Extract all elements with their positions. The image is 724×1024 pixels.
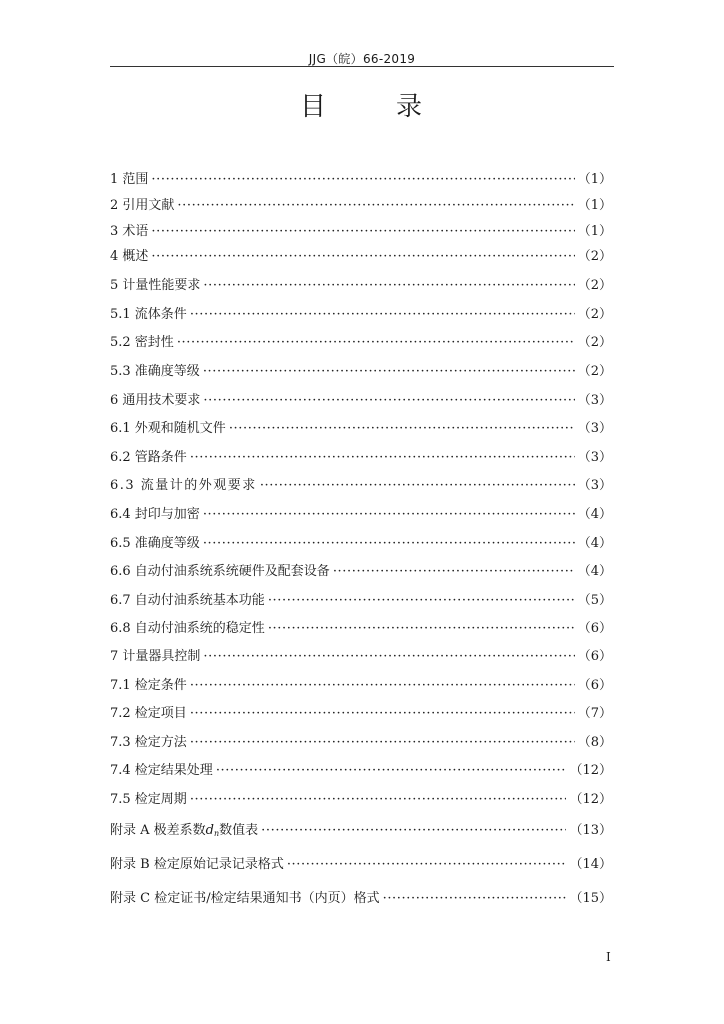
toc-entry[interactable] — [110, 476, 612, 496]
toc-leader-dots — [268, 591, 575, 611]
toc-entry[interactable] — [110, 276, 612, 296]
toc-leader-dots — [190, 790, 567, 810]
toc-leader-dots — [203, 505, 575, 525]
toc-entry[interactable] — [110, 196, 612, 216]
toc-entry[interactable] — [110, 591, 612, 611]
toc-entry-label: 6.8 自动付油系统的稳定性 — [110, 621, 265, 636]
toc-entry-label: 7.3 检定方法 — [110, 735, 187, 750]
toc-entry-label: 5.2 密封性 — [110, 335, 174, 350]
toc-entry-page: （7） — [577, 706, 612, 721]
page-number: I — [606, 950, 611, 964]
title-char-2: 录 — [396, 92, 423, 122]
toc-leader-dots — [190, 448, 575, 468]
toc-leader-dots — [203, 391, 574, 411]
toc-entry[interactable] — [110, 170, 612, 190]
toc-entry-label: 7.5 检定周期 — [110, 792, 187, 807]
toc-leader-dots — [151, 222, 574, 242]
toc-entry-page: （15） — [569, 891, 612, 906]
toc-leader-dots — [177, 333, 575, 353]
toc-leader-dots — [261, 821, 566, 841]
toc-leader-dots — [260, 476, 575, 496]
toc-entry[interactable] — [110, 448, 612, 468]
toc-entry[interactable] — [110, 419, 612, 439]
toc-entry-page: （3） — [577, 450, 612, 465]
toc-entry-page: （12） — [569, 792, 612, 807]
toc-entry[interactable] — [110, 855, 612, 875]
toc-leader-dots — [216, 761, 567, 781]
toc-entry-label: 7.2 检定项目 — [110, 706, 187, 721]
toc-entry-page: （6） — [577, 678, 612, 693]
toc-entry-label: 7.1 检定条件 — [110, 678, 187, 693]
toc-entry-label: 6.7 自动付油系统基本功能 — [110, 593, 265, 608]
toc-entry-label: 附录 B 检定原始记录记录格式 — [110, 857, 284, 872]
toc-entry-label: 附录 C 检定证书/检定结果通知书（内页）格式 — [110, 891, 380, 906]
toc-entry-label: 4 概述 — [110, 249, 149, 264]
page-title — [110, 91, 614, 123]
toc-entry-page: （1） — [577, 172, 612, 187]
toc-entry[interactable] — [110, 534, 612, 554]
toc-leader-dots — [203, 647, 574, 667]
toc-entry[interactable] — [110, 619, 612, 639]
toc-entry-page: （8） — [577, 735, 612, 750]
toc-entry-label: 6.4 封印与加密 — [110, 507, 200, 522]
toc-entry[interactable] — [110, 733, 612, 753]
toc-entry[interactable] — [110, 305, 612, 325]
toc-leader-dots — [203, 276, 574, 296]
toc-leader-dots — [203, 362, 575, 382]
toc-entry-page: （13） — [569, 823, 612, 838]
toc-entry-page: （3） — [577, 393, 612, 408]
toc-leader-dots — [190, 305, 575, 325]
toc-entry[interactable] — [110, 821, 612, 841]
toc-entry[interactable] — [110, 790, 612, 810]
toc-leader-dots — [229, 419, 575, 439]
toc-entry-page: （3） — [577, 421, 612, 436]
toc-entry[interactable] — [110, 362, 612, 382]
toc-leader-dots — [190, 676, 575, 696]
toc-entry-label: 6.1 外观和随机文件 — [110, 421, 226, 436]
toc-entry-label: 5 计量性能要求 — [110, 278, 201, 293]
toc-entry-label: 6.2 管路条件 — [110, 450, 187, 465]
toc-entry[interactable] — [110, 704, 612, 724]
toc-entry[interactable] — [110, 647, 612, 667]
toc-entry[interactable] — [110, 247, 612, 267]
toc-entry-label: 5.3 准确度等级 — [110, 364, 200, 379]
toc-entry-page: （3） — [577, 478, 612, 493]
toc-entry-label: 2 引用文献 — [110, 198, 175, 213]
toc-entry[interactable] — [110, 333, 612, 353]
toc-label-subscript: n — [213, 829, 220, 838]
toc-entry-label: 6.5 准确度等级 — [110, 536, 200, 551]
toc-leader-dots — [151, 170, 574, 190]
toc-entry-label: 6.6 自动付油系统系统硬件及配套设备 — [110, 564, 330, 579]
toc-entry[interactable] — [110, 676, 612, 696]
toc-entry-page: （12） — [569, 763, 612, 778]
toc-entry[interactable] — [110, 562, 612, 582]
toc-entry-page: （2） — [577, 364, 612, 379]
toc-entry-label: 7.4 检定结果处理 — [110, 763, 213, 778]
toc-entry-page: （5） — [577, 593, 612, 608]
toc-leader-dots — [268, 619, 575, 639]
toc-entry-page: （2） — [577, 278, 612, 293]
toc-entry-page: （14） — [569, 857, 612, 872]
toc-entry-label: 3 术语 — [110, 224, 149, 239]
toc-label-prefix: 附录 A 极差系数 — [110, 823, 206, 838]
toc-entry-page: （1） — [577, 224, 612, 239]
toc-entry-label: 5.1 流体条件 — [110, 307, 187, 322]
toc-entry[interactable] — [110, 505, 612, 525]
toc-entry-page: （2） — [577, 249, 612, 264]
toc-entry-page: （4） — [577, 564, 612, 579]
toc-entry-page: （2） — [577, 335, 612, 350]
toc-entry-page: （6） — [577, 621, 612, 636]
toc-leader-dots — [151, 247, 574, 267]
toc-entry-page: （1） — [577, 198, 612, 213]
toc-entry[interactable] — [110, 761, 612, 781]
toc-leader-dots — [287, 855, 567, 875]
toc-leader-dots — [190, 733, 575, 753]
toc-entry-label: 7 计量器具控制 — [110, 649, 201, 664]
toc-label-suffix: 数值表 — [219, 823, 259, 838]
toc-leader-dots — [333, 562, 575, 582]
toc-leader-dots — [383, 889, 567, 909]
toc-leader-dots — [203, 534, 575, 554]
toc-entry-label: 6.3 流量计的外观要求 — [110, 478, 257, 493]
toc-entry[interactable] — [110, 889, 612, 909]
toc-label-variable: d — [205, 823, 214, 838]
toc-entry-label — [110, 821, 258, 844]
toc-entry-page: （2） — [577, 307, 612, 322]
toc-entry-label: 1 范围 — [110, 172, 149, 187]
toc-entry-page: （4） — [577, 536, 612, 551]
toc-leader-dots — [190, 704, 575, 724]
toc-entry[interactable] — [110, 391, 612, 411]
title-char-1: 目 — [300, 92, 327, 122]
toc-leader-dots — [177, 196, 574, 216]
toc-entry-label: 6 通用技术要求 — [110, 393, 201, 408]
header-rule — [110, 66, 614, 67]
running-header: JJG（皖）66-2019 — [308, 52, 416, 66]
toc-entry-page: （6） — [577, 649, 612, 664]
toc-entry-page: （4） — [577, 507, 612, 522]
toc-entry[interactable] — [110, 222, 612, 242]
